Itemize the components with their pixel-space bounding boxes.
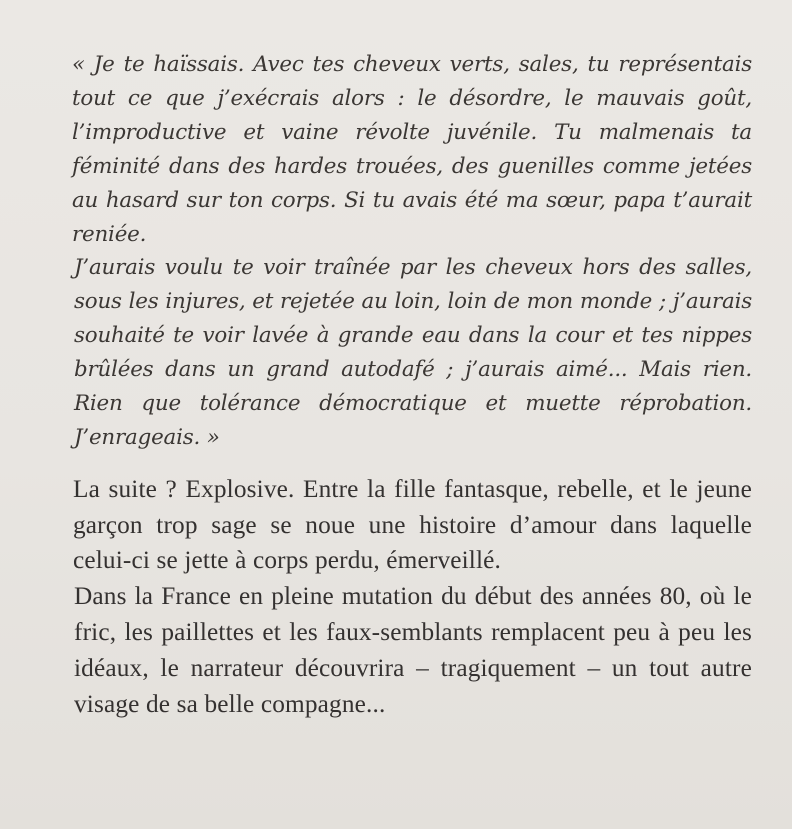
summary-paragraph-2: Dans la France en pleine mutation du début des années 80, où le fric, les paillettes et les faux-semblants remplacent peu à peu les idéaux, le narrateur découvrira – tragiquement – un tout autre visage de sa belle compagne... [74,582,752,718]
quote-paragraph-2: J’aurais voulu te voir traînée par les cheveux hors des salles, sous les injures, et rejetée au loin, loin de mon monde ; j’aurais souhaité te voir lavée à grande eau dans la cour et tes nippes brûlées dans un grand autodafé ; j’aurais aimé... Mais rien. Rien que tolérance démocratique et muette réprobation. J’enrageais. » [74,255,752,450]
italic-quote-block [74,48,752,455]
quote-paragraph-1: « Je te haïssais. Avec tes cheveux verts, sales, tu représentais tout ce que j’exécrais alors : le désordre, le mauvais goût, l’improductive et vaine révolte juvénile. Tu malmenais ta féminité dans des hardes trouées, des guenilles comme jetées au hasard sur ton corps. Si tu avais été ma sœur, papa t’aurait reniée. [72,52,752,247]
summary-text-block [74,472,752,723]
summary-paragraph-1: La suite ? Explosive. Entre la fille fantasque, rebelle, et le jeune garçon trop sage se noue une histoire d’amour dans laquelle celui-ci se jette à corps perdu, émerveillé. [73,474,752,575]
